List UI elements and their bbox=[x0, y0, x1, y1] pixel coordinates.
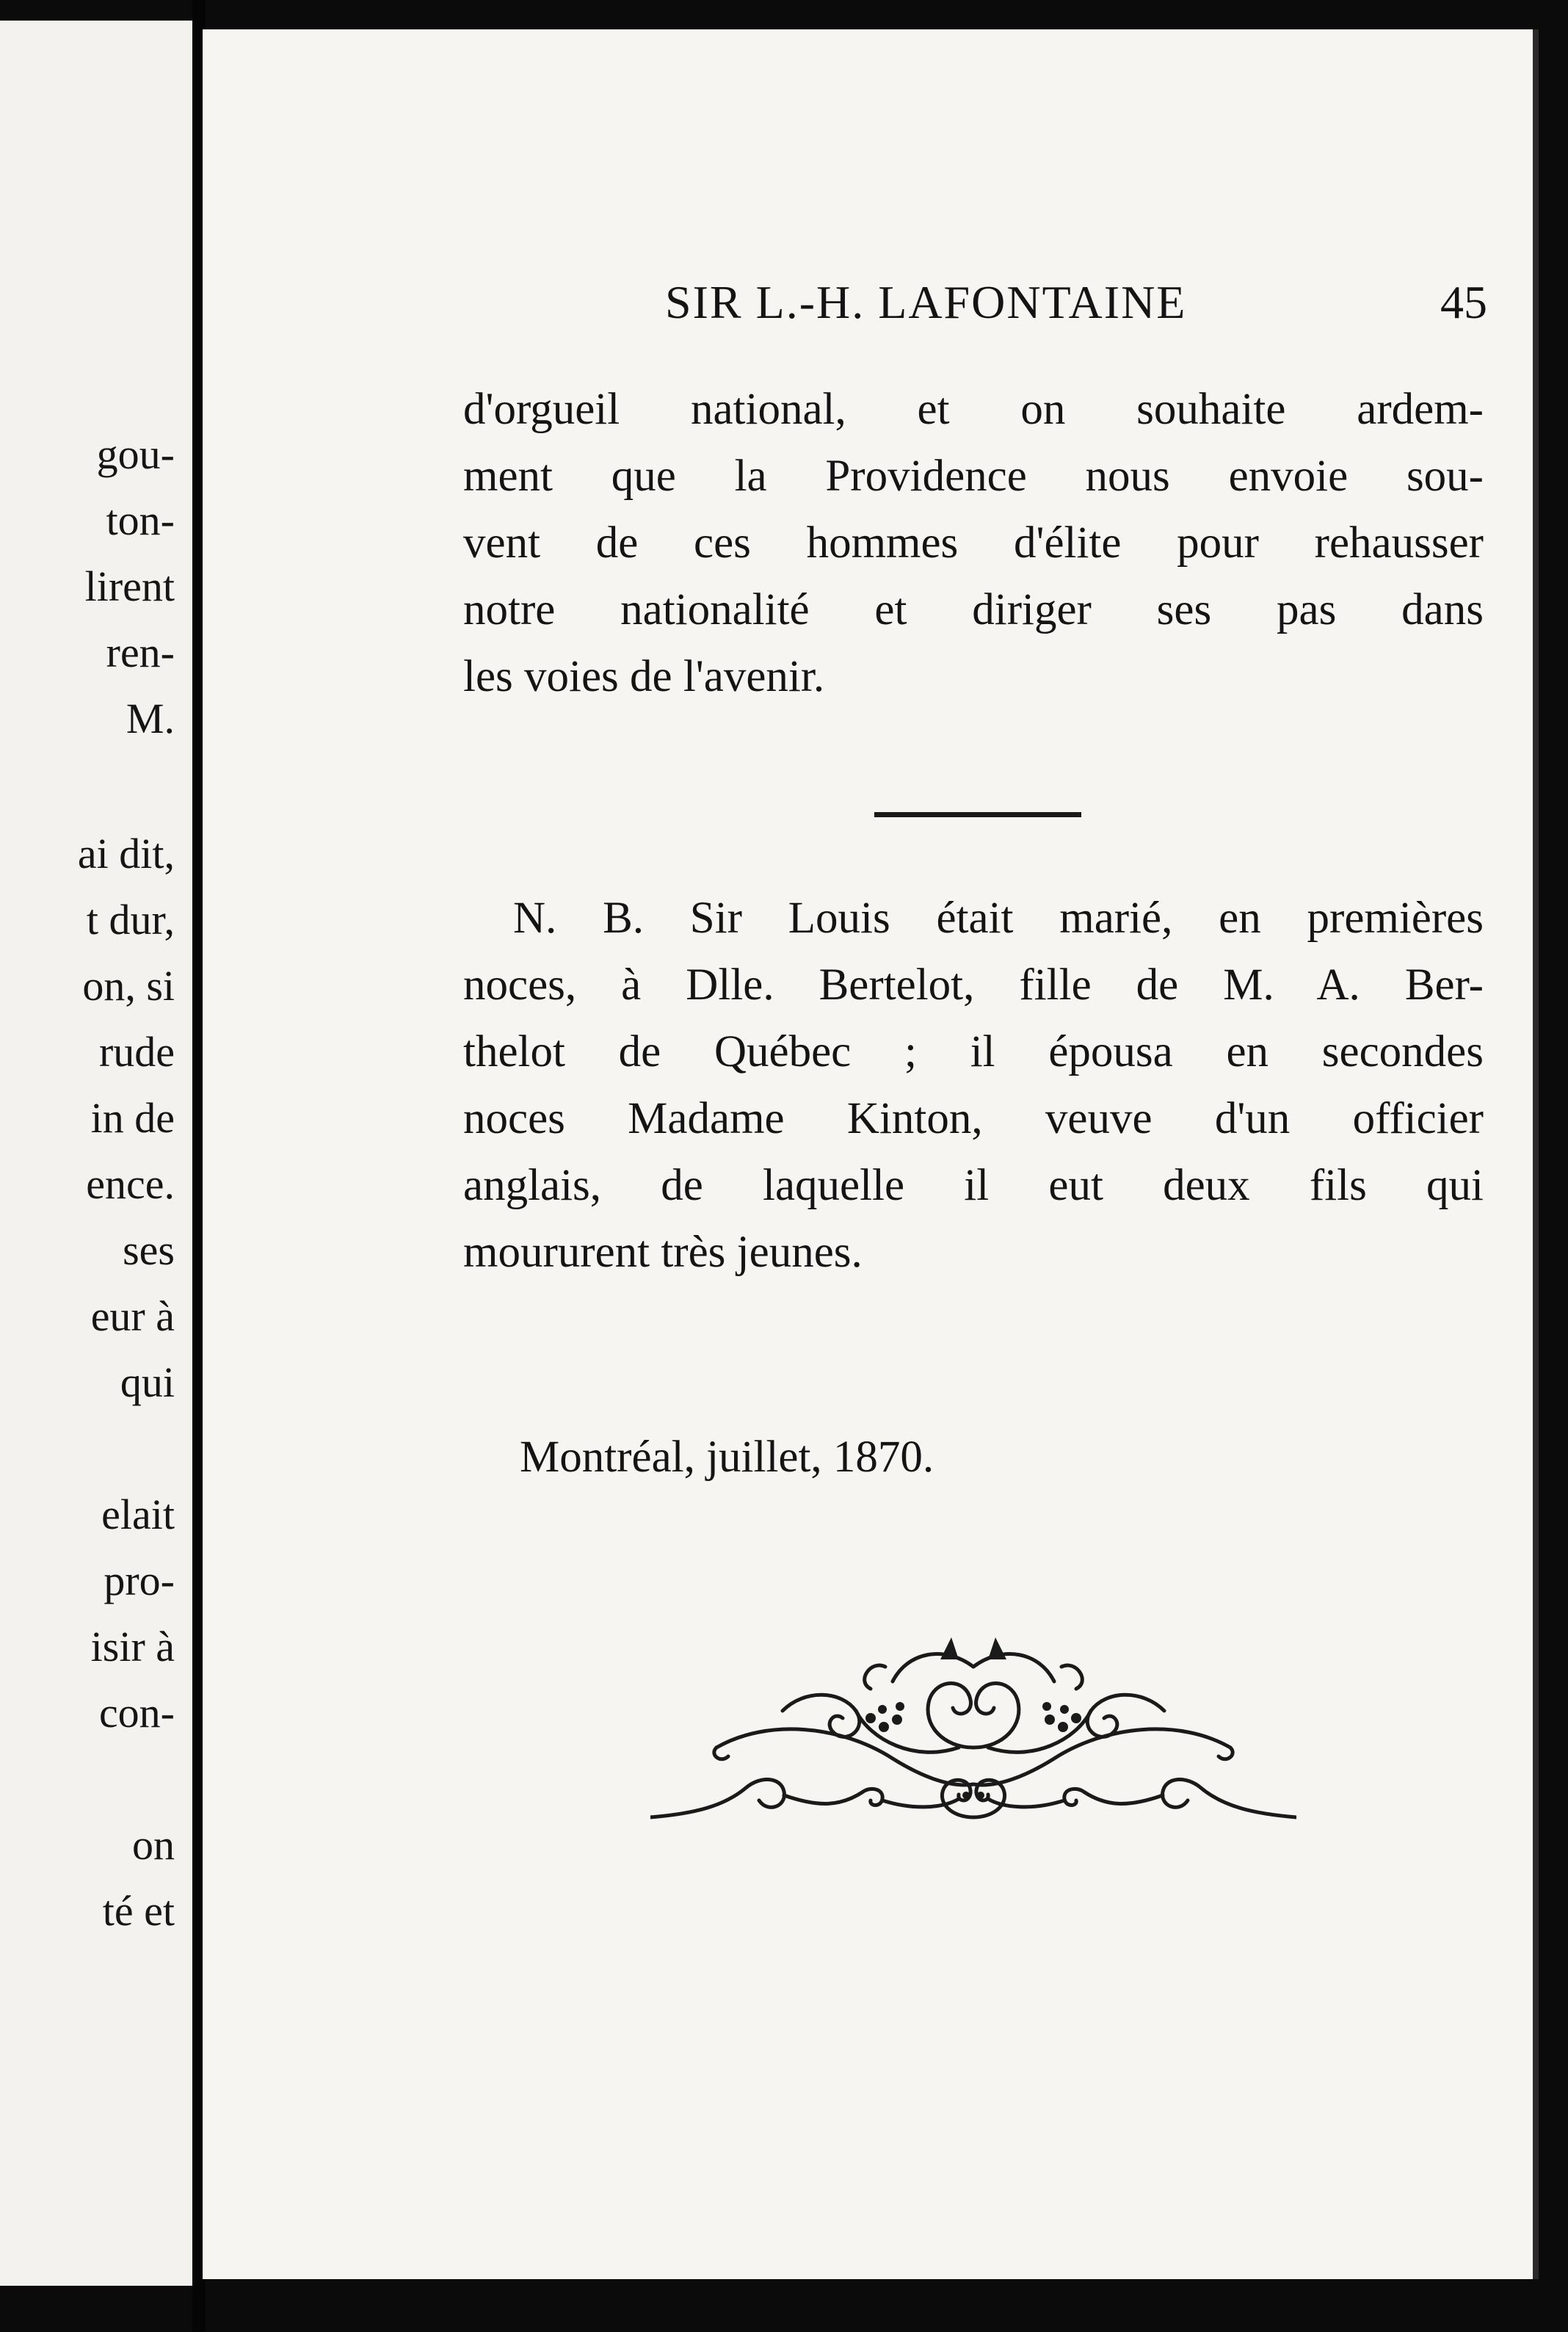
text-line: moururent très jeunes. bbox=[463, 1228, 863, 1277]
left-page-line: ence. bbox=[86, 1160, 175, 1208]
left-page-line: elait bbox=[101, 1491, 175, 1538]
left-page-line: pro- bbox=[104, 1557, 175, 1604]
left-page-line: qui bbox=[120, 1358, 175, 1406]
paragraph-note bbox=[463, 885, 1484, 1286]
text-line: thelot de Québec ; il épousa en secondes bbox=[463, 1027, 1484, 1076]
left-page-line: t dur, bbox=[86, 896, 175, 944]
text-line: ment que la Providence nous envoie sou- bbox=[463, 452, 1484, 501]
left-page-line: con- bbox=[98, 1689, 175, 1737]
left-page-line: ren- bbox=[106, 629, 175, 676]
left-page-line: on, si bbox=[82, 962, 175, 1010]
text-line: vent de ces hommes d'élite pour rehausser bbox=[463, 518, 1484, 568]
left-page-line: ton- bbox=[106, 496, 175, 544]
left-page-line: eur à bbox=[90, 1292, 175, 1340]
left-page-line: gou- bbox=[96, 430, 175, 478]
left-page-fragment bbox=[0, 21, 195, 2286]
left-page-line: rude bbox=[98, 1028, 175, 1076]
left-page-line: lirent bbox=[84, 562, 175, 610]
left-page-line: M. bbox=[126, 695, 175, 742]
text-line: N. B. Sir Louis était marié, en premières bbox=[513, 894, 1484, 943]
page bbox=[203, 29, 1539, 2279]
left-page-line: ses bbox=[123, 1226, 175, 1274]
left-page-line: isir à bbox=[90, 1623, 175, 1670]
left-page-line: té et bbox=[102, 1887, 175, 1935]
page-number: 45 bbox=[1440, 276, 1487, 328]
left-page-line: in de bbox=[90, 1094, 175, 1142]
text-line: d'orgueil national, et on souhaite ardem- bbox=[463, 385, 1484, 434]
section-rule bbox=[874, 812, 1081, 817]
text-line: les voies de l'avenir. bbox=[463, 652, 825, 701]
text-line: noces Madame Kinton, veuve d'un officier bbox=[463, 1094, 1484, 1143]
text-line: anglais, de laquelle il eut deux fils qui bbox=[463, 1161, 1484, 1210]
running-head bbox=[445, 275, 1487, 334]
left-page-line: on bbox=[132, 1821, 175, 1869]
running-head-title: SIR L.-H. LAFONTAINE bbox=[665, 276, 1187, 328]
text-line: noces, à Dlle. Bertelot, fille de M. A. Ber- bbox=[463, 960, 1484, 1010]
dateline: Montréal, juillet, 1870. bbox=[520, 1433, 934, 1482]
left-page-line: ai dit, bbox=[77, 830, 175, 877]
text-line: notre nationalité et diriger ses pas dans bbox=[463, 585, 1484, 634]
floral-tailpiece-icon bbox=[650, 1637, 1296, 1836]
paragraph-closing bbox=[463, 376, 1484, 710]
